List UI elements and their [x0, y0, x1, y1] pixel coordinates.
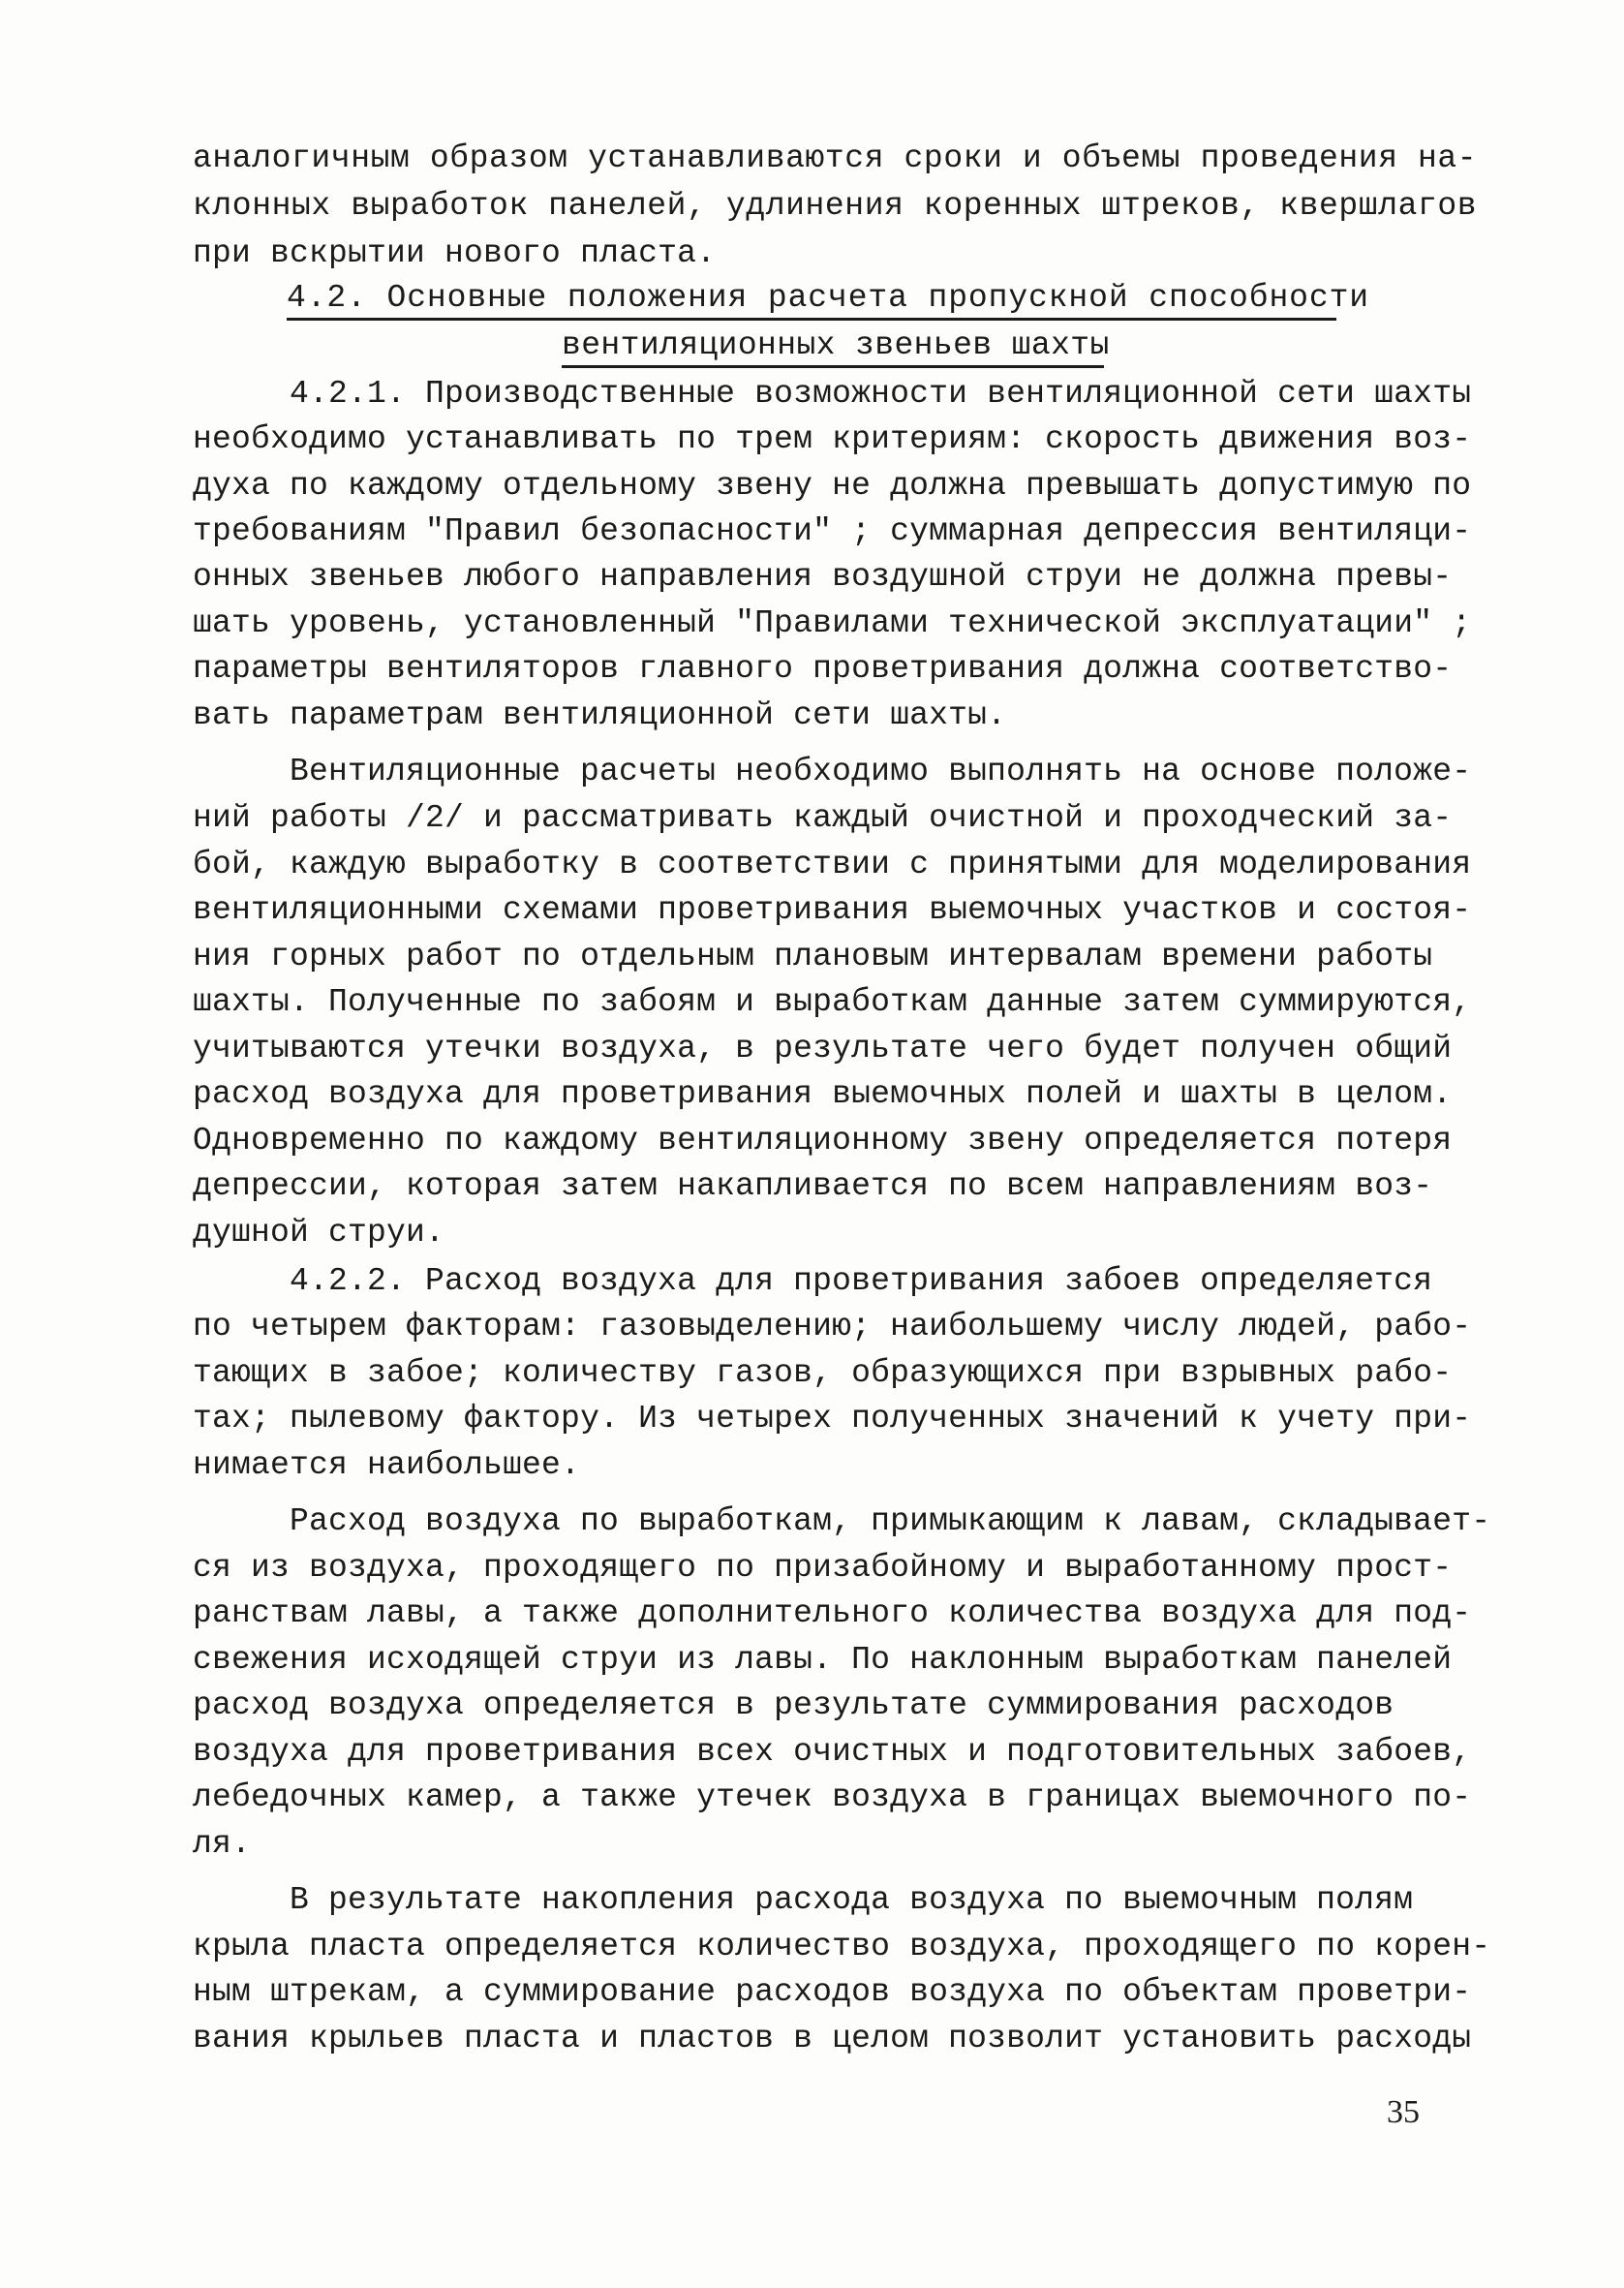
text-line: вания крыльев пласта и пластов в целом позволит установить расходы: [193, 2021, 1472, 2056]
text-line: Расход воздуха по выработкам, примыкающим к лавам, складывает-: [290, 1503, 1491, 1539]
text-line: крыла пласта определяется количество воздуха, проходящего по корен-: [193, 1929, 1491, 1964]
text-line: 4.2.1. Производственные возможности вентиляционной сети шахты: [290, 376, 1472, 412]
text-line: вентиляционными схемами проветривания выемочных участков и состоя-: [193, 892, 1472, 928]
text-line: необходимо устанавливать по трем критериям: скорость движения воз-: [193, 421, 1472, 457]
text-line: вать параметрам вентиляционной сети шахты.: [193, 697, 1007, 733]
text-line: нимается наибольшее.: [193, 1447, 581, 1483]
text-line: В результате накопления расхода воздуха по выемочным полям: [290, 1882, 1414, 1918]
text-line: свежения исходящей струи из лавы. По наклонным выработкам панелей: [193, 1642, 1453, 1678]
section-heading-line-1: 4.2. Основные положения расчета пропускной способности: [287, 280, 1369, 316]
text-line: расход воздуха для проветривания выемочных полей и шахты в целом.: [193, 1076, 1453, 1112]
text-line: 4.2.2. Расход воздуха для проветривания забоев определяется: [290, 1263, 1433, 1299]
text-line: клонных выработок панелей, удлинения коренных штреков, квершлагов: [193, 188, 1478, 224]
text-line: ным штрекам, а суммирование расходов воздуха по объектам проветри-: [193, 1974, 1472, 2010]
text-line: Вентиляционные расчеты необходимо выполнять на основе положе-: [290, 754, 1472, 789]
text-line: по четырем факторам: газовыделению; наибольшему числу людей, рабо-: [193, 1309, 1472, 1345]
text-line: учитываются утечки воздуха, в результате чего будет получен общий: [193, 1031, 1453, 1067]
text-line: Одновременно по каждому вентиляционному звену определяется потеря: [193, 1123, 1453, 1159]
text-line: духа по каждому отдельному звену не должна превышать допустимую по: [193, 468, 1472, 504]
text-line: депрессии, которая затем накапливается по всем направлениям воз-: [193, 1168, 1433, 1204]
text-line: лебедочных камер, а также утечек воздуха в границах выемочного по-: [193, 1779, 1472, 1815]
text-line: ся из воздуха, проходящего по призабойному и выработанному прост-: [193, 1550, 1453, 1586]
section-heading-line-2: вентиляционных звеньев шахты: [562, 327, 1110, 363]
text-line: ля.: [193, 1826, 252, 1862]
text-line: бой, каждую выработку в соответствии с принятыми для моделирования: [193, 847, 1472, 882]
text-line: расход воздуха определяется в результате суммирования расходов: [193, 1687, 1394, 1723]
text-line: душной струи.: [193, 1215, 445, 1251]
text-line: шахты. Полученные по забоям и выработкам данные затем суммируются,: [193, 984, 1472, 1020]
text-line: ния горных работ по отдельным плановым интервалам времени работы: [193, 939, 1433, 974]
text-line: шать уровень, установленный "Правилами технической эксплуатации" ;: [193, 605, 1472, 641]
text-line: параметры вентиляторов главного проветривания должна соответство-: [193, 651, 1453, 687]
text-line: ний работы /2/ и рассматривать каждый очистной и проходческий за-: [193, 800, 1453, 836]
heading-underline: [287, 318, 1336, 321]
text-line: тах; пылевому фактору. Из четырех полученных значений к учету при-: [193, 1401, 1472, 1437]
page-number: 35: [1387, 2094, 1420, 2130]
text-line: тающих в забое; количеству газов, образующихся при взрывных рабо-: [193, 1355, 1453, 1391]
text-line: требованиям "Правил безопасности" ; суммарная депрессия вентиляци-: [193, 513, 1472, 549]
text-line: при вскрытии нового пласта.: [193, 235, 717, 271]
heading-underline: [562, 365, 1104, 368]
text-line: аналогичным образом устанавливаются сроки и объемы проведения на-: [193, 140, 1478, 176]
text-line: воздуха для проветривания всех очистных и подготовительных забоев,: [193, 1734, 1472, 1770]
text-line: ранствам лавы, а также дополнительного количества воздуха для под-: [193, 1595, 1472, 1631]
text-line: онных звеньев любого направления воздушной струи не должна превы-: [193, 559, 1453, 595]
